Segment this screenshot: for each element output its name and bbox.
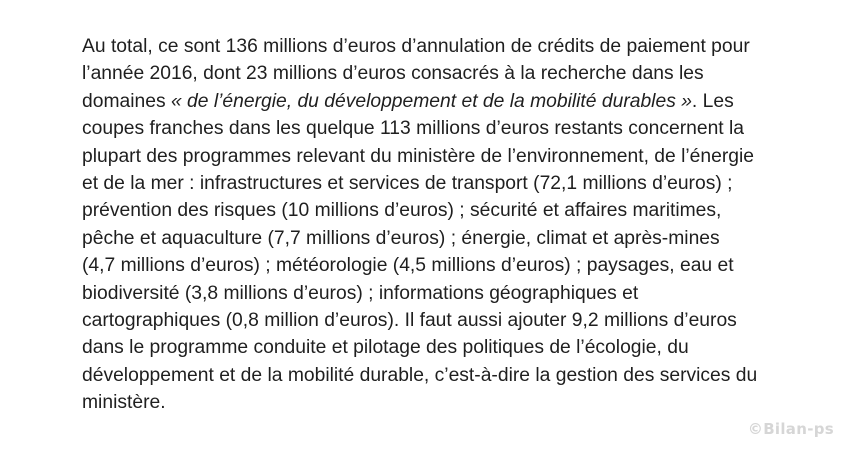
text-line: coupes franches dans les quelque 113 millions d’euros restants concernent la [82,118,745,140]
italic-quote: « de l’énergie, du développement et de la mobilité durables » [170,90,692,112]
text-line: et de la mer : infrastructures et services de transport (72,1 millions d’euros) ; [82,173,733,195]
text-line: prévention des risques (10 millions d’euros) ; sécurité et affaires maritimes, [82,200,722,222]
text-line: pêche et aquaculture (7,7 millions d’euros) ; énergie, climat et après-mines [82,227,720,249]
article-text [82,33,772,417]
text-line: développement et de la mobilité durable, c’est-à-dire la gestion des services du [82,364,758,386]
text-line: biodiversité (3,8 millions d’euros) ; informations géographiques et [82,282,639,304]
text-line [82,88,772,115]
text-line-end: . Les [691,90,734,112]
text-line: cartographiques (0,8 million d’euros). Il faut aussi ajouter 9,2 millions d’euros [82,310,737,332]
watermark: ©Bilan-ps [747,420,834,438]
text-line: l’année 2016, dont 23 millions d’euros consacrés à la recherche dans les [82,63,704,85]
text-line-start: domaines [82,90,171,112]
text-line: ministère. [82,392,166,414]
article-paragraph [82,33,772,417]
text-line: (4,7 millions d’euros) ; météorologie (4,5 millions d’euros) ; paysages, eau et [82,255,734,277]
text-line: Au total, ce sont 136 millions d’euros d’annulation de crédits de paiement pour [82,36,750,57]
text-line: plupart des programmes relevant du ministère de l’environnement, de l’énergie [82,145,754,167]
text-line: dans le programme conduite et pilotage des politiques de l’écologie, du [82,337,689,359]
